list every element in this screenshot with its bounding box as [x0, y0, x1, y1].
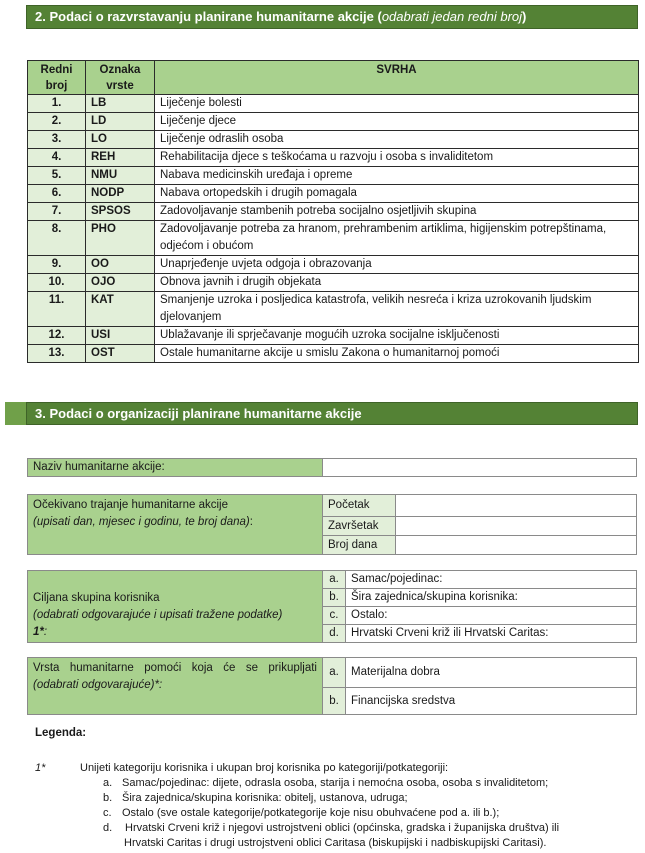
vrsta-option-materijalna[interactable]: Materijalna dobra — [346, 658, 637, 688]
table-row[interactable]: 8. PHO Zadovoljavanje potreba za hranom, prehrambenim artiklima, higijenskim potrepštinama, odjećom i obućom — [28, 221, 639, 256]
pocetak-input[interactable] — [396, 495, 637, 517]
naziv-input[interactable] — [323, 459, 637, 477]
option-letter: b. — [323, 589, 346, 607]
table-row[interactable]: 13. OST Ostale humanitarne akcije u smislu Zakona o humanitarnoj pomoći — [28, 345, 639, 363]
table-row[interactable]: 12. USI Ublažavanje ili sprječavanje mogućih uzroka socijalne isključenosti — [28, 327, 639, 345]
ciljana-hint: (odabrati odgovarajuće i upisati tražene podatke) — [33, 609, 283, 621]
ciljana-footnote-ref[interactable]: 1* — [33, 626, 44, 638]
section-3-header — [26, 402, 638, 425]
table-row[interactable]: 11. KAT Smanjenje uzroka i posljedica katastrofa, velikih nesreća i kriza uzrokovanih ljudskim djelovanjem — [28, 292, 639, 327]
pocetak-label: Početak — [323, 495, 396, 517]
col-header-oznaka-vrste: Oznaka vrste — [86, 61, 155, 95]
ciljana-option-d[interactable]: Hrvatski Crveni križ ili Hrvatski Caritas: — [346, 625, 637, 643]
section-3-title: 3. Podaci o organizaciji planirane humanitarne akcije — [35, 406, 362, 421]
ciljana-label: Ciljana skupina korisnika (odabrati odgovarajuće i upisati tražene podatke) 1*: — [28, 571, 323, 643]
legend-ref: 1* — [35, 762, 46, 774]
option-letter: a. — [323, 658, 346, 688]
ciljana-option-a[interactable]: Samac/pojedinac: — [346, 571, 637, 589]
legend-item-a: a. Samac/pojedinac: dijete, odrasla osoba, starija i nemoćna osoba, osoba s invaliditetom; — [103, 777, 549, 789]
option-letter: a. — [323, 571, 346, 589]
table-header-row — [28, 61, 639, 95]
legend-item-d-cont: Hrvatski Caritas i drugi ustrojstveni oblici Caritasa (biskupijski i nadbiskupijski Caritasi). — [124, 837, 547, 849]
trajanje-table — [27, 494, 637, 555]
table-row[interactable]: 2. LD Liječenje djece — [28, 113, 639, 131]
legend-title: Legenda: — [35, 727, 87, 739]
table-row[interactable]: 3. LO Liječenje odraslih osoba — [28, 131, 639, 149]
table-row[interactable]: 6. NODP Nabava ortopedskih i drugih pomagala — [28, 185, 639, 203]
zavrsetak-label: Završetak — [323, 517, 396, 536]
option-letter: d. — [323, 625, 346, 643]
naziv-table — [27, 458, 637, 477]
table-row[interactable]: 4. REH Rehabilitacija djece s teškoćama u razvoju i osoba s invaliditetom — [28, 149, 639, 167]
ciljana-option-c[interactable]: Ostalo: — [346, 607, 637, 625]
vrsta-label: Vrsta humanitarne pomoći koja će se prikupljati (odabrati odgovarajuće)*: — [28, 658, 323, 715]
broj-dana-input[interactable] — [396, 536, 637, 555]
classification-table — [27, 60, 639, 363]
broj-dana-label: Broj dana — [323, 536, 396, 555]
table-row[interactable]: 10. OJO Obnova javnih i drugih objekata — [28, 274, 639, 292]
table-row[interactable]: 5. NMU Nabava medicinskih uređaja i opreme — [28, 167, 639, 185]
vrsta-pomoci-table — [27, 657, 637, 715]
ciljana-option-b[interactable]: Šira zajednica/skupina korisnika: — [346, 589, 637, 607]
table-row[interactable]: 7. SPSOS Zadovoljavanje stambenih potreba socijalno osjetljivih skupina — [28, 203, 639, 221]
zavrsetak-input[interactable] — [396, 517, 637, 536]
naziv-label: Naziv humanitarne akcije: — [28, 459, 323, 477]
table-row[interactable]: 9. OO Unaprjeđenje uvjeta odgoja i obrazovanja — [28, 256, 639, 274]
section-2-header: 2. Podaci o razvrstavanju planirane humanitarne akcije (odabrati jedan redni broj) — [26, 5, 638, 29]
legend-intro: Unijeti kategoriju korisnika i ukupan broj korisnika po kategoriji/potkategoriji: — [80, 762, 449, 774]
section-2-title: 2. Podaci o razvrstavanju planirane humanitarne akcije — [35, 9, 374, 24]
vrsta-option-financijska[interactable]: Financijska sredstva — [346, 688, 637, 715]
col-header-redni-broj: Redni broj — [28, 61, 86, 95]
legend-item-b: b. Šira zajednica/skupina korisnika: obitelj, ustanova, udruga; — [103, 792, 408, 804]
col-header-svrha: SVRHA — [155, 61, 639, 95]
trajanje-label: Očekivano trajanje humanitarne akcije (upisati dan, mjesec i godinu, te broj dana): — [28, 495, 323, 555]
option-letter: c. — [323, 607, 346, 625]
legend-item-d: d. Hrvatski Crveni križ i njegovi ustrojstveni oblici (općinska, gradska i županijska društva) ili — [103, 822, 560, 834]
vrsta-hint: (odabrati odgovarajuće)*: — [33, 679, 163, 691]
section-3-left-strip — [5, 402, 26, 425]
legend-item-c: c. Ostalo (sve ostale kategorije/potkategorije koje nisu obuhvaćene pod a. ili b.); — [103, 807, 500, 819]
ciljana-skupina-table — [27, 570, 637, 643]
table-row[interactable]: 1. LB Liječenje bolesti — [28, 95, 639, 113]
section-2-hint: odabrati jedan redni broj — [381, 9, 523, 24]
option-letter: b. — [323, 688, 346, 715]
trajanje-hint: (upisati dan, mjesec i godinu, te broj dana) — [33, 516, 250, 528]
